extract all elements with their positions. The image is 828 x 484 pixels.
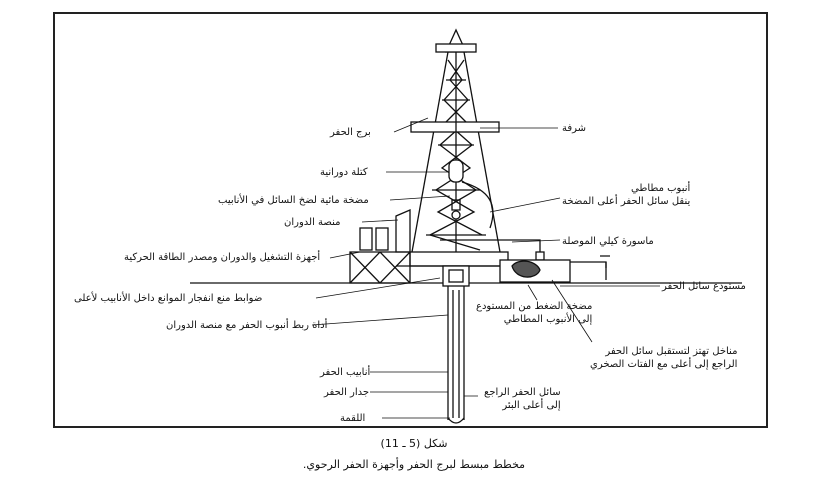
label-return-fluid	[484, 386, 561, 412]
drill-pipe	[453, 290, 459, 418]
label-rubber-hose-line1: أنبوب مطاطي	[631, 183, 691, 194]
power-unit-1	[360, 228, 372, 250]
derrick-left-leg	[412, 52, 448, 252]
figure-caption: مخطط مبسط لبرج الحفر وأجهزة الحفر الرحوي.	[302, 458, 526, 471]
label-rubber-hose-line2: ينقل سائل الحفر أعلى المضخة	[562, 196, 691, 207]
drill-bit	[448, 418, 464, 423]
label-derrick: برج الحفر	[330, 127, 371, 138]
label-balcony: شرفة	[562, 123, 587, 134]
swivel	[452, 182, 460, 210]
engine-house	[396, 210, 410, 252]
label-rotary-table: منصة الدوران	[284, 217, 341, 228]
derrick-right-leg	[464, 52, 500, 252]
balcony-platform	[411, 122, 499, 132]
label-mud-tank: مستودع سائل الحفر	[662, 281, 746, 292]
power-platform	[350, 252, 410, 283]
label-pressure-pump	[476, 300, 592, 326]
label-drill-pipes: أنابيب الحفر	[320, 367, 371, 378]
label-pressure-pump-line1: مضخة الضغط من المستودع	[476, 301, 593, 312]
label-kelly: ماسورة كيلي الموصلة	[562, 236, 654, 247]
label-return-fluid-line1: سائل الحفر الراجع	[484, 387, 561, 398]
power-unit-2	[376, 228, 388, 250]
label-return-fluid-line2: إلى أعلى البئر	[502, 400, 561, 411]
substructure	[410, 252, 508, 266]
label-shale-shaker-line1: مناخل تهتز لتستقبل سائل الحفر	[605, 346, 738, 357]
label-well-wall: جدار الحفر	[324, 387, 370, 398]
label-pressure-pump-line2: إلى الأنبوب المطاطي	[503, 314, 593, 325]
label-traveling-block: كتلة دورانية	[320, 167, 368, 178]
label-mud-pump: مضخة مائية لضخ السائل في الأنابيب	[218, 195, 369, 206]
traveling-block	[449, 160, 463, 182]
label-shale-shaker-line2: الراجع إلى أعلى مع الفتات الصخري	[590, 359, 738, 370]
label-drill-bit: اللقمة	[340, 413, 366, 424]
figure-number: شكل (5 ـ 11)	[380, 437, 448, 450]
label-rubber-hose	[562, 182, 690, 208]
label-shale-shaker	[590, 345, 737, 371]
label-power-system: أجهزة التشغيل والدوران ومصدر الطاقة الحركية	[124, 252, 321, 263]
crown-base	[436, 44, 476, 52]
hook	[452, 211, 460, 219]
label-coupling-tool: أداة ربط أنبوب الحفر مع منصة الدوران	[166, 320, 328, 331]
label-blowout-preventer: ضوابط منع انفجار الموانع داخل الأنابيب لأعلى	[74, 293, 263, 304]
blowout-preventer	[443, 266, 469, 286]
